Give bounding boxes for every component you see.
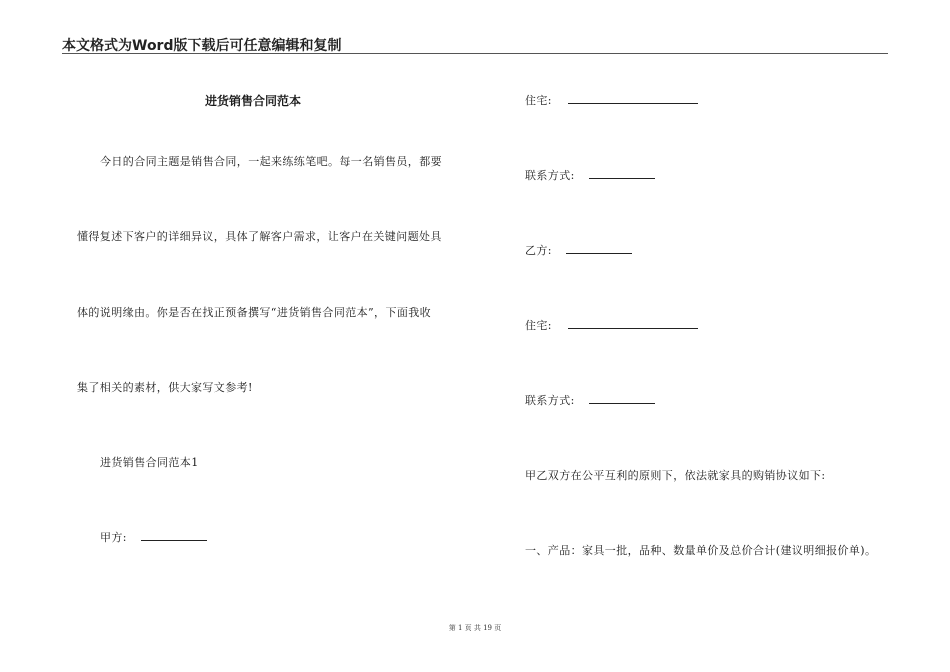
page-footer: 第 1 页 共 19 页 bbox=[448, 624, 502, 632]
contact-field-1 bbox=[525, 167, 655, 183]
contact-field-2 bbox=[525, 392, 655, 408]
paragraph-line-2: 懂得复述下客户的详细异议，具体了解客户需求，让客户在关键问题处具 bbox=[77, 230, 442, 243]
party-a-blank bbox=[141, 530, 207, 541]
clause-1: 一、产品：家具一批，品种、数量单价及总价合计(建议明细报价单)。 bbox=[525, 544, 877, 557]
header-rule bbox=[62, 53, 888, 54]
paragraph-line-1: 今日的合同主题是销售合同，一起来练练笔吧。每一名销售员，都要 bbox=[100, 155, 442, 168]
residence-blank-1 bbox=[568, 93, 698, 104]
residence-field-1 bbox=[525, 92, 698, 108]
party-b-label: 乙方: bbox=[525, 244, 552, 257]
contact-blank-2 bbox=[589, 393, 655, 404]
contact-blank-1 bbox=[589, 168, 655, 179]
party-a-field bbox=[100, 529, 207, 545]
document-title: 进货销售合同范本 bbox=[205, 94, 302, 108]
party-b-blank bbox=[566, 243, 632, 254]
residence-field-2 bbox=[525, 317, 698, 333]
contact-label-1: 联系方式: bbox=[525, 169, 575, 182]
party-b-field bbox=[525, 242, 632, 258]
residence-label-1: 住宅: bbox=[525, 94, 552, 107]
residence-blank-2 bbox=[568, 318, 698, 329]
party-a-label: 甲方: bbox=[100, 531, 127, 544]
page-header: 本文格式为Word版下载后可任意编辑和复制 bbox=[62, 38, 342, 54]
paragraph-line-4: 集了相关的素材，供大家写文参考! bbox=[77, 381, 253, 394]
section-heading: 进货销售合同范本1 bbox=[100, 456, 199, 469]
agreement-intro: 甲乙双方在公平互利的原则下，依法就家具的购销协议如下: bbox=[525, 469, 826, 482]
residence-label-2: 住宅: bbox=[525, 319, 552, 332]
paragraph-line-3: 体的说明缘由。你是否在找正预备撰写“进货销售合同范本”，下面我收 bbox=[77, 306, 432, 319]
contact-label-2: 联系方式: bbox=[525, 394, 575, 407]
